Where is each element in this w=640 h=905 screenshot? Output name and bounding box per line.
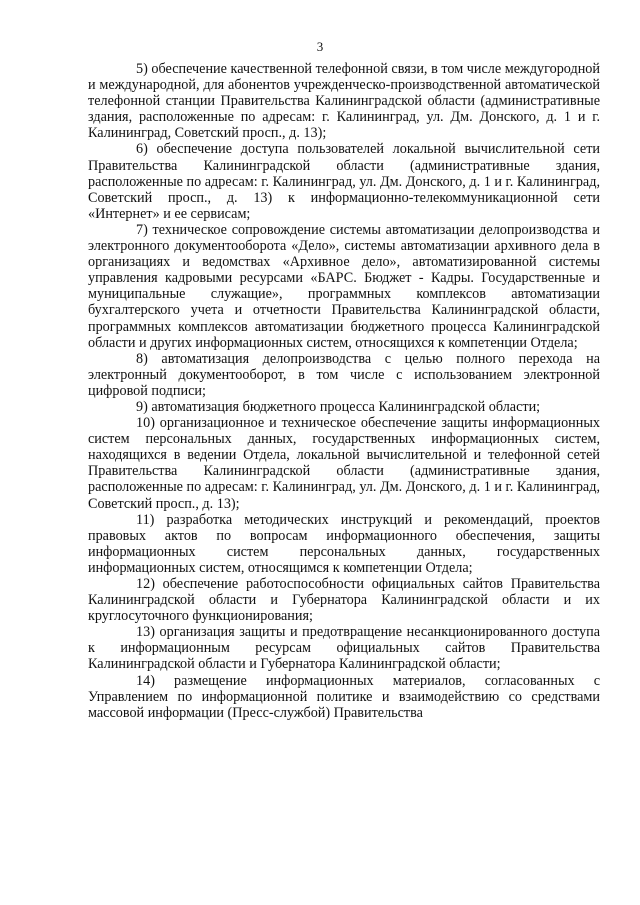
paragraph-item-14: 14) размещение информационных материалов, согласованных с Управлением по информационной политике и взаимодействию со средствами массовой информации (Пресс-службой) Правительства (88, 672, 600, 721)
paragraph-item-10: 10) организационное и техническое обеспечение защиты информационных систем персональных данных, государственных информационных систем, находящихся в ведении Отдела, локальной вычислительной и телефонной сетей Правительства Калининградской области (административные здания, расположенные по адресам: г. Калининград, ул. Дм. Донского, д. 1 и г. Калининград, Советский просп., д. 13); (88, 415, 600, 512)
paragraph-item-5: 5) обеспечение качественной телефонной связи, в том числе междугородной и международной, для абонентов учрежденческо-производственной автоматической телефонной станции Правительства Калининградской области (административные здания, расположенные по адресам: г. Калининград, ул. Дм. Донского, д. 1 и г. Калининград, Советский просп., д. 13); (88, 61, 600, 142)
paragraph-item-6: 6) обеспечение доступа пользователей локальной вычислительной сети Правительства Калининградской области (административные здания, расположенные по адресам: г. Калининград, ул. Дм. Донского, д. 1 и г. Калининград, Советский просп., д. 13) к информационно-телекоммуникационной сети «Интернет» и ее сервисам; (88, 141, 600, 222)
paragraph-item-11: 11) разработка методических инструкций и рекомендаций, проектов правовых актов по вопросам информационного обеспечения, защиты информационных систем персональных данных, государственных информационных систем, относящимся к компетенции Отдела; (88, 511, 600, 576)
page-number: 3 (316, 39, 324, 54)
paragraph-item-13: 13) организация защиты и предотвращение несанкционированного доступа к информационным ресурсам официальных сайтов Правительства Калининградской области и Губернатора Калининградской области; (88, 624, 600, 673)
paragraph-item-7: 7) техническое сопровождение системы автоматизации делопроизводства и электронного документооборота «Дело», системы автоматизации архивного дела в организациях и ведомствах «Архивное дело», автоматизированной системы управления кадровыми ресурсами «БАРС. Бюджет - Кадры. Государственные и муниципальные служащие», программных комплексов автоматизации бухгалтерского учета и отчетности Правительства Калининградской области, программных комплексов автоматизации бюджетного процесса Калининградской области и других информационных систем, относящихся к компетенции Отдела; (88, 221, 600, 351)
paragraph-item-12: 12) обеспечение работоспособности официальных сайтов Правительства Калининградской области и Губернатора Калининградской области и их круглосуточного функционирования; (88, 576, 600, 625)
paragraph-item-9: 9) автоматизация бюджетного процесса Калининградской области; (136, 398, 541, 415)
document-body (88, 61, 600, 721)
paragraph-item-8: 8) автоматизация делопроизводства с целью полного перехода на электронный документооборот, в том числе с использованием электронной цифровой подписи; (88, 350, 600, 399)
